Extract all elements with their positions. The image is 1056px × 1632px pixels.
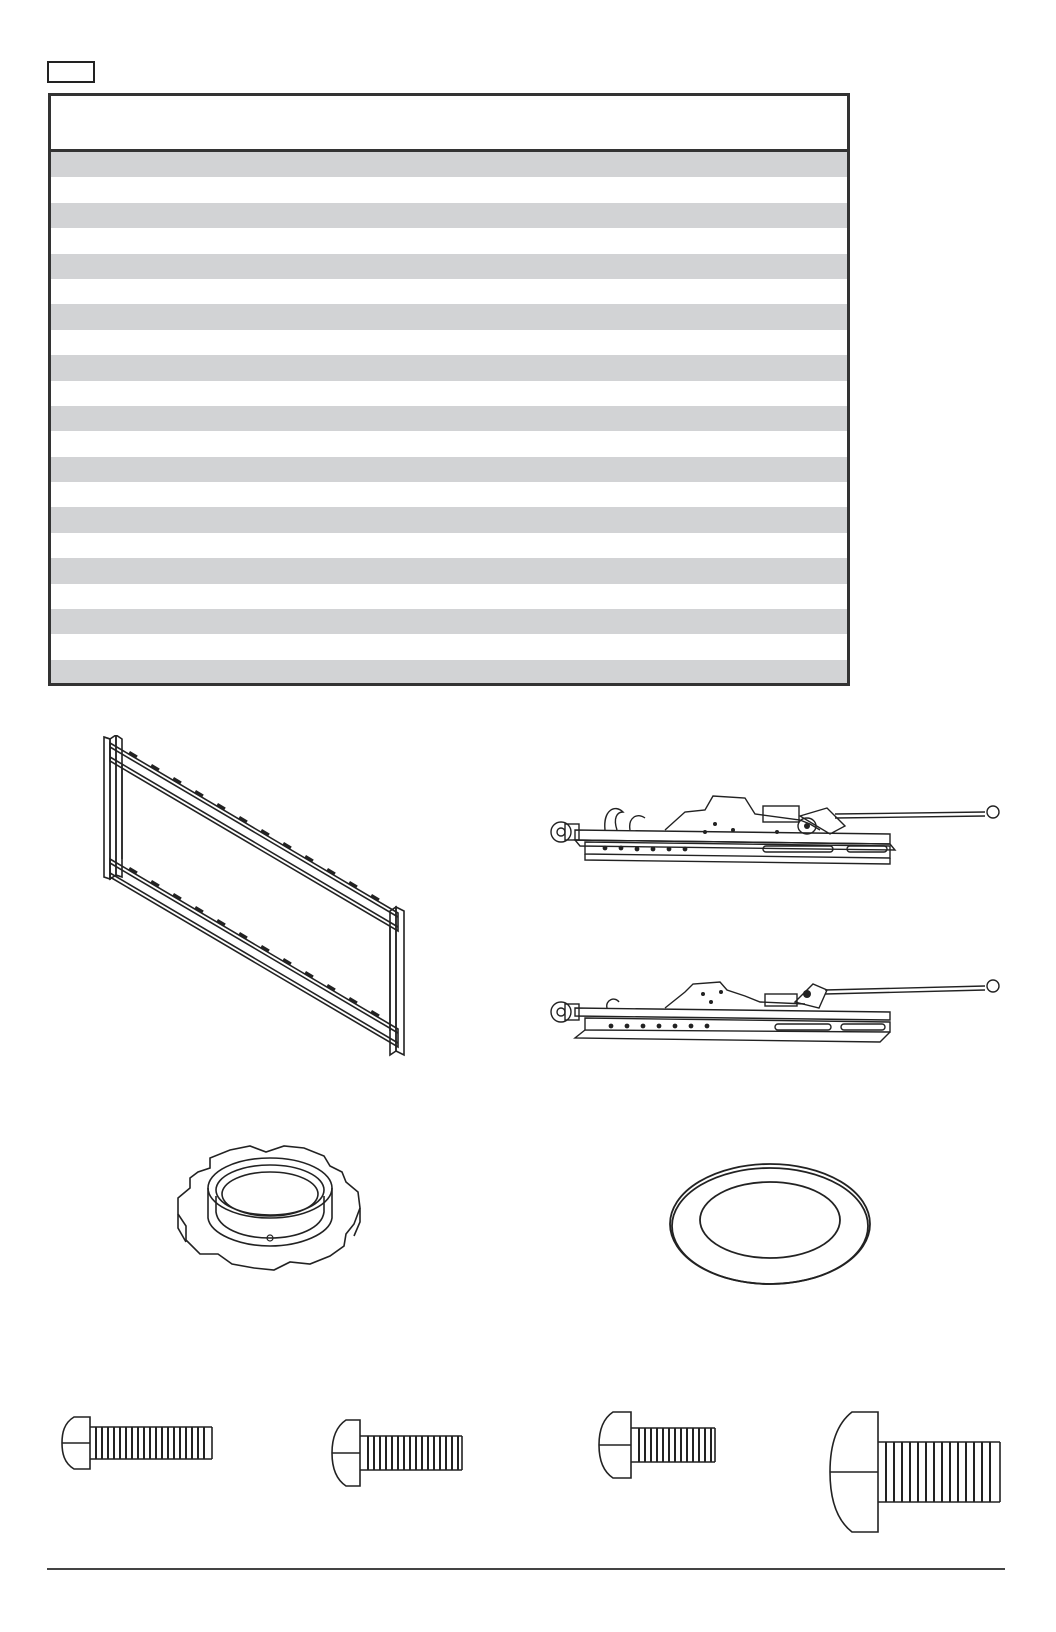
parts-list-table <box>48 93 850 686</box>
table-row <box>51 177 847 202</box>
table-row <box>51 507 847 532</box>
table-row <box>51 457 847 482</box>
table-row <box>51 381 847 406</box>
washer-icon <box>665 1160 875 1290</box>
table-row <box>51 584 847 609</box>
table-row <box>51 558 847 583</box>
table-row <box>51 304 847 329</box>
screw-icon <box>828 1408 1008 1538</box>
table-header <box>51 96 847 152</box>
wall-plate-icon <box>100 735 420 1065</box>
table-body <box>51 152 847 685</box>
adapter-bracket-icon <box>545 972 1005 1052</box>
table-row <box>51 634 847 659</box>
table-row <box>51 533 847 558</box>
table-row <box>51 203 847 228</box>
table-row <box>51 330 847 355</box>
table-row <box>51 279 847 304</box>
table-row <box>51 406 847 431</box>
table-row <box>51 660 847 685</box>
table-row <box>51 254 847 279</box>
adapter-bracket-icon <box>545 790 1005 880</box>
table-row <box>51 228 847 253</box>
screw-icon <box>60 1413 220 1473</box>
table-row <box>51 152 847 177</box>
table-row <box>51 609 847 634</box>
page-label-box <box>47 61 95 83</box>
lock-ring-icon <box>170 1138 370 1288</box>
table-row <box>51 355 847 380</box>
table-row <box>51 431 847 456</box>
table-row <box>51 482 847 507</box>
screw-icon <box>597 1410 727 1480</box>
footer-rule <box>47 1568 1005 1570</box>
screw-icon <box>330 1418 470 1488</box>
